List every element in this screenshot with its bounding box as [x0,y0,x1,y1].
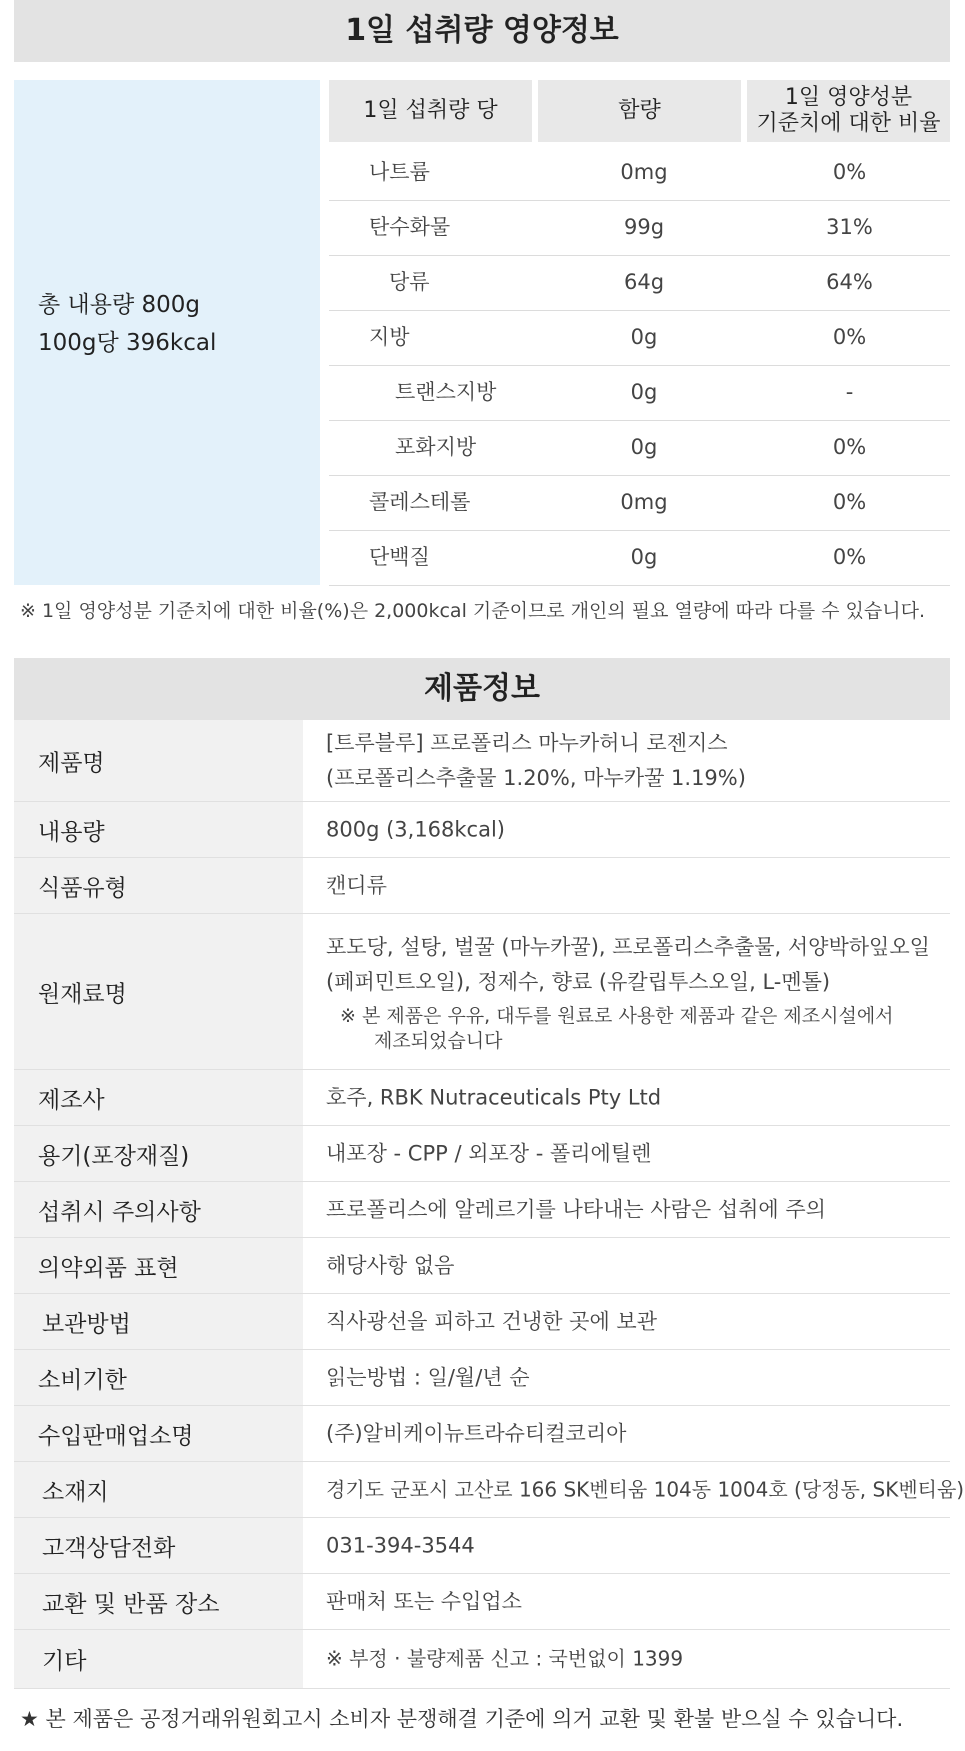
total-amount: 총 내용량 800g [38,292,200,318]
nutrition-row [329,310,950,366]
nutrient-name: 단백질 [369,545,430,569]
row-label: 용기(포장재질) [38,1143,190,1169]
nutrition-row [329,255,950,311]
product-row-quasi-drug [14,1238,950,1294]
product-row-return [14,1574,950,1630]
row-value: 내포장 - CPP / 외포장 - 폴리에틸렌 [326,1141,652,1165]
product-row-manufacturer [14,1070,950,1126]
nutrition-row [329,145,950,201]
calories-per-100g: 100g당 396kcal [38,330,217,356]
row-label: 소비기한 [38,1367,127,1393]
nutrient-percent: - [845,380,854,404]
row-value: ※ 부정 · 불량제품 신고 : 국번없이 1399 [326,1646,684,1671]
row-value: 031-394-3544 [326,1533,475,1557]
allergen-notice-line1: ※ 본 제품은 우유, 대두를 원료로 사용한 제품과 같은 제조시설에서 [340,1004,894,1027]
nutrient-percent: 64% [826,270,873,294]
nutrient-amount: 0mg [620,490,668,514]
nutrition-note: ※ 1일 영양성분 기준치에 대한 비율(%)은 2,000kcal 기준이므로 개인의 필요 열량에 따라 다를 수 있습니다. [20,600,925,622]
nutrition-row [329,365,950,421]
row-value: 판매처 또는 수입업소 [326,1589,522,1613]
nutrient-name: 나트륨 [369,160,430,184]
row-value: 캔디류 [326,873,387,897]
nutrient-percent: 0% [832,325,867,349]
nutrition-row [329,420,950,476]
nutrient-amount: 0g [630,435,658,459]
nutrient-percent: 0% [832,435,867,459]
product-row-content [14,802,950,858]
row-value: 직사광선을 피하고 건냉한 곳에 보관 [326,1309,657,1333]
nutrient-percent: 31% [826,215,873,239]
product-info-title: 제품정보 [14,658,950,720]
row-label: 고객상담전화 [42,1535,176,1561]
row-value: 읽는방법 : 일/월/년 순 [326,1365,530,1389]
row-value: (프로폴리스추출물 1.20%, 마누카꿀 1.19%) [326,765,746,790]
nutrient-amount: 99g [623,215,665,239]
nutrient-amount: 0mg [620,160,668,184]
nutrient-percent: 0% [832,160,867,184]
row-label: 내용량 [38,819,105,845]
row-value: [트루블루] 프로폴리스 마누카허니 로젠지스 [326,730,728,755]
allergen-notice-line2: 제조되었습니다 [374,1029,503,1052]
nutrient-name: 트랜스지방 [395,380,497,404]
row-value: 경기도 군포시 고산로 166 SK벤티움 104동 1004호 (당정동, SK벤티움) [326,1477,965,1501]
nutrition-row [329,475,950,531]
row-value: (주)알비케이뉴트라슈티컬코리아 [326,1421,627,1445]
header-daily-value-line1: 1일 영양성분 [784,85,913,110]
header-daily-value-line2: 기준치에 대한 비율 [756,111,941,136]
nutrient-amount: 0g [630,545,658,569]
row-value: 800g (3,168kcal) [326,817,506,841]
row-value: 해당사항 없음 [326,1253,455,1277]
row-label: 교환 및 반품 장소 [42,1591,220,1617]
product-row-phone [14,1518,950,1574]
product-row-food-type [14,858,950,914]
row-label: 제조사 [38,1087,105,1113]
row-value: (페퍼민트오일), 정제수, 향료 (유칼립투스오일, L-멘톨) [326,969,831,994]
row-label: 의약외품 표현 [38,1255,179,1281]
nutrient-amount: 0g [630,325,658,349]
row-label: 제품명 [38,750,105,776]
allergen-notice [340,1004,930,1054]
row-value: 프로폴리스에 알레르기를 나타내는 사람은 섭취에 주의 [326,1197,826,1221]
product-row-address [14,1462,965,1518]
row-label: 소재지 [42,1479,109,1505]
row-label: 원재료명 [38,981,127,1007]
nutrient-name: 탄수화물 [369,215,451,239]
row-label: 식품유형 [38,875,127,901]
product-row-storage [14,1294,950,1350]
nutrition-row [329,200,950,256]
nutrient-percent: 0% [832,545,867,569]
row-label: 수입판매업소명 [38,1423,194,1449]
header-daily-value [747,80,950,142]
row-label: 보관방법 [42,1311,131,1337]
row-value: 포도당, 설탕, 벌꿀 (마누카꿀), 프로폴리스추출물, 서양박하잎오일 [326,934,930,959]
header-per-serving: 1일 섭취량 당 [329,80,532,142]
header-amount: 함량 [538,80,741,142]
nutrition-summary-panel [14,80,320,585]
product-row-expiry [14,1350,950,1406]
nutrient-name: 당류 [389,270,430,294]
product-row-ingredients [14,914,950,1070]
product-row-packaging [14,1126,950,1182]
row-label: 기타 [42,1648,87,1675]
product-row-caution [14,1182,950,1238]
product-row-other [14,1630,950,1689]
product-row-importer [14,1406,950,1462]
nutrition-title: 1일 섭취량 영양정보 [14,0,950,62]
row-value: 호주, RBK Nutraceuticals Pty Ltd [326,1085,662,1109]
product-row-name [14,720,950,802]
row-label: 섭취시 주의사항 [38,1199,201,1225]
nutrient-name: 포화지방 [395,435,477,459]
nutrient-name: 지방 [369,325,410,349]
refund-policy-note: ★ 본 제품은 공정거래위원회고시 소비자 분쟁해결 기준에 의거 교환 및 환불 받으실 수 있습니다. [20,1707,904,1731]
nutrient-amount: 64g [623,270,665,294]
nutrient-percent: 0% [832,490,867,514]
nutrient-amount: 0g [630,380,658,404]
nutrient-name: 콜레스테롤 [369,490,471,514]
nutrition-row [329,530,950,586]
